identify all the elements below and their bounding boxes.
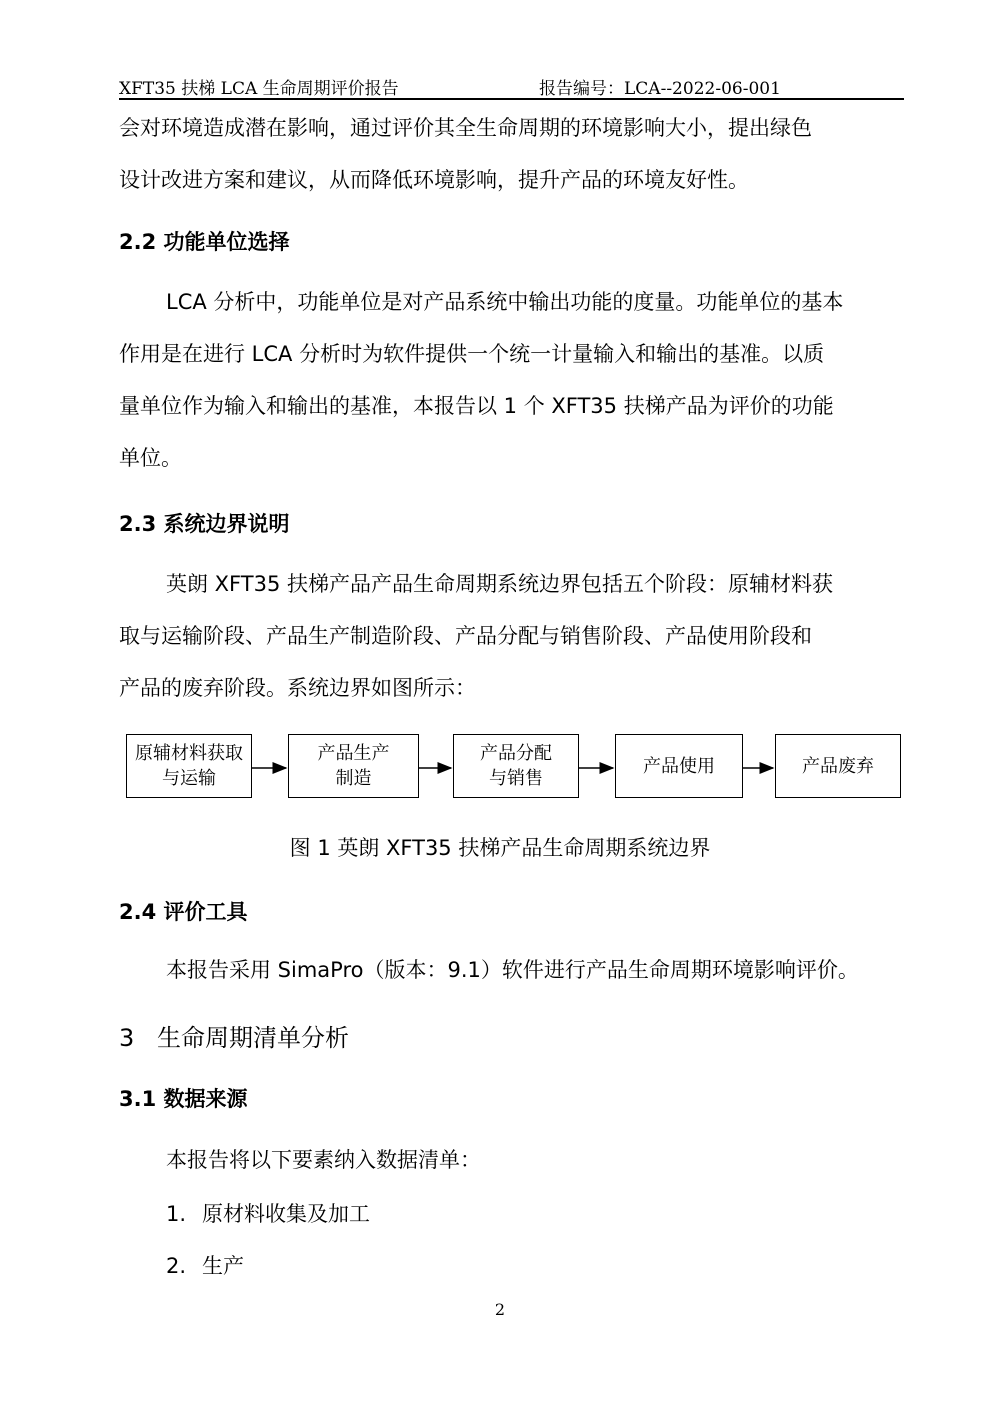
- heading-3: [119, 1018, 349, 1053]
- list-item: 1. 原材料收集及加工: [166, 1202, 370, 1226]
- flow-box-distribution: 产品分配 与销售: [453, 734, 579, 798]
- intro-paragraph: [119, 102, 909, 206]
- section-2-3-line-2: 取与运输阶段、产品生产制造阶段、产品分配与销售阶段、产品使用阶段和: [119, 624, 812, 648]
- flow-box-use: 产品使用: [615, 734, 743, 798]
- list-item: 2. 生产: [166, 1254, 244, 1278]
- section-2-4-line-1: 本报告采用 SimaPro（版本：9.1）软件进行产品生命周期环境影响评价。: [166, 958, 859, 982]
- intro-line-2: 设计改进方案和建议，从而降低环境影响，提升产品的环境友好性。: [119, 168, 749, 192]
- flow-box-production: 产品生产 制造: [288, 734, 419, 798]
- heading-3-title: 生命周期清单分析: [157, 1024, 349, 1052]
- page-number: 2: [494, 1300, 506, 1319]
- heading-3-1: 3.1 数据来源: [119, 1087, 248, 1111]
- figure-caption: 图 1 英朗 XFT35 扶梯产品生命周期系统边界: [289, 836, 711, 860]
- section-2-2-line-4: 单位。: [119, 446, 182, 470]
- heading-2-2: 2.2 功能单位选择: [119, 230, 290, 254]
- section-3-1-line-1: 本报告将以下要素纳入数据清单：: [166, 1148, 481, 1172]
- section-2-2-line-3: 量单位作为输入和输出的基准，本报告以 1 个 XFT35 扶梯产品为评价的功能: [119, 394, 834, 418]
- flow-box-disposal: 产品废弃: [775, 734, 901, 798]
- section-2-2-line-1: LCA 分析中，功能单位是对产品系统中输出功能的度量。功能单位的基本: [166, 290, 844, 314]
- heading-2-4: 2.4 评价工具: [119, 900, 248, 924]
- system-boundary-flowchart: [122, 734, 904, 802]
- heading-2-3: 2.3 系统边界说明: [119, 512, 290, 536]
- section-2-3-line-3: 产品的废弃阶段。系统边界如图所示：: [119, 676, 476, 700]
- heading-3-number: 3: [119, 1024, 135, 1052]
- intro-line-1: 会对环境造成潜在影响，通过评价其全生命周期的环境影响大小，提出绿色: [119, 116, 812, 140]
- section-2-3-line-1: 英朗 XFT35 扶梯产品产品生命周期系统边界包括五个阶段：原辅材料获: [166, 572, 833, 596]
- flow-box-raw-materials: 原辅材料获取 与运输: [126, 734, 252, 798]
- header-report-number: 报告编号：LCA--2022-06-001: [539, 79, 781, 99]
- section-2-2-line-2: 作用是在进行 LCA 分析时为软件提供一个统一计量输入和输出的基准。以质: [119, 342, 825, 366]
- header-title: XFT35 扶梯 LCA 生命周期评价报告: [119, 79, 399, 99]
- page-header: [119, 72, 904, 100]
